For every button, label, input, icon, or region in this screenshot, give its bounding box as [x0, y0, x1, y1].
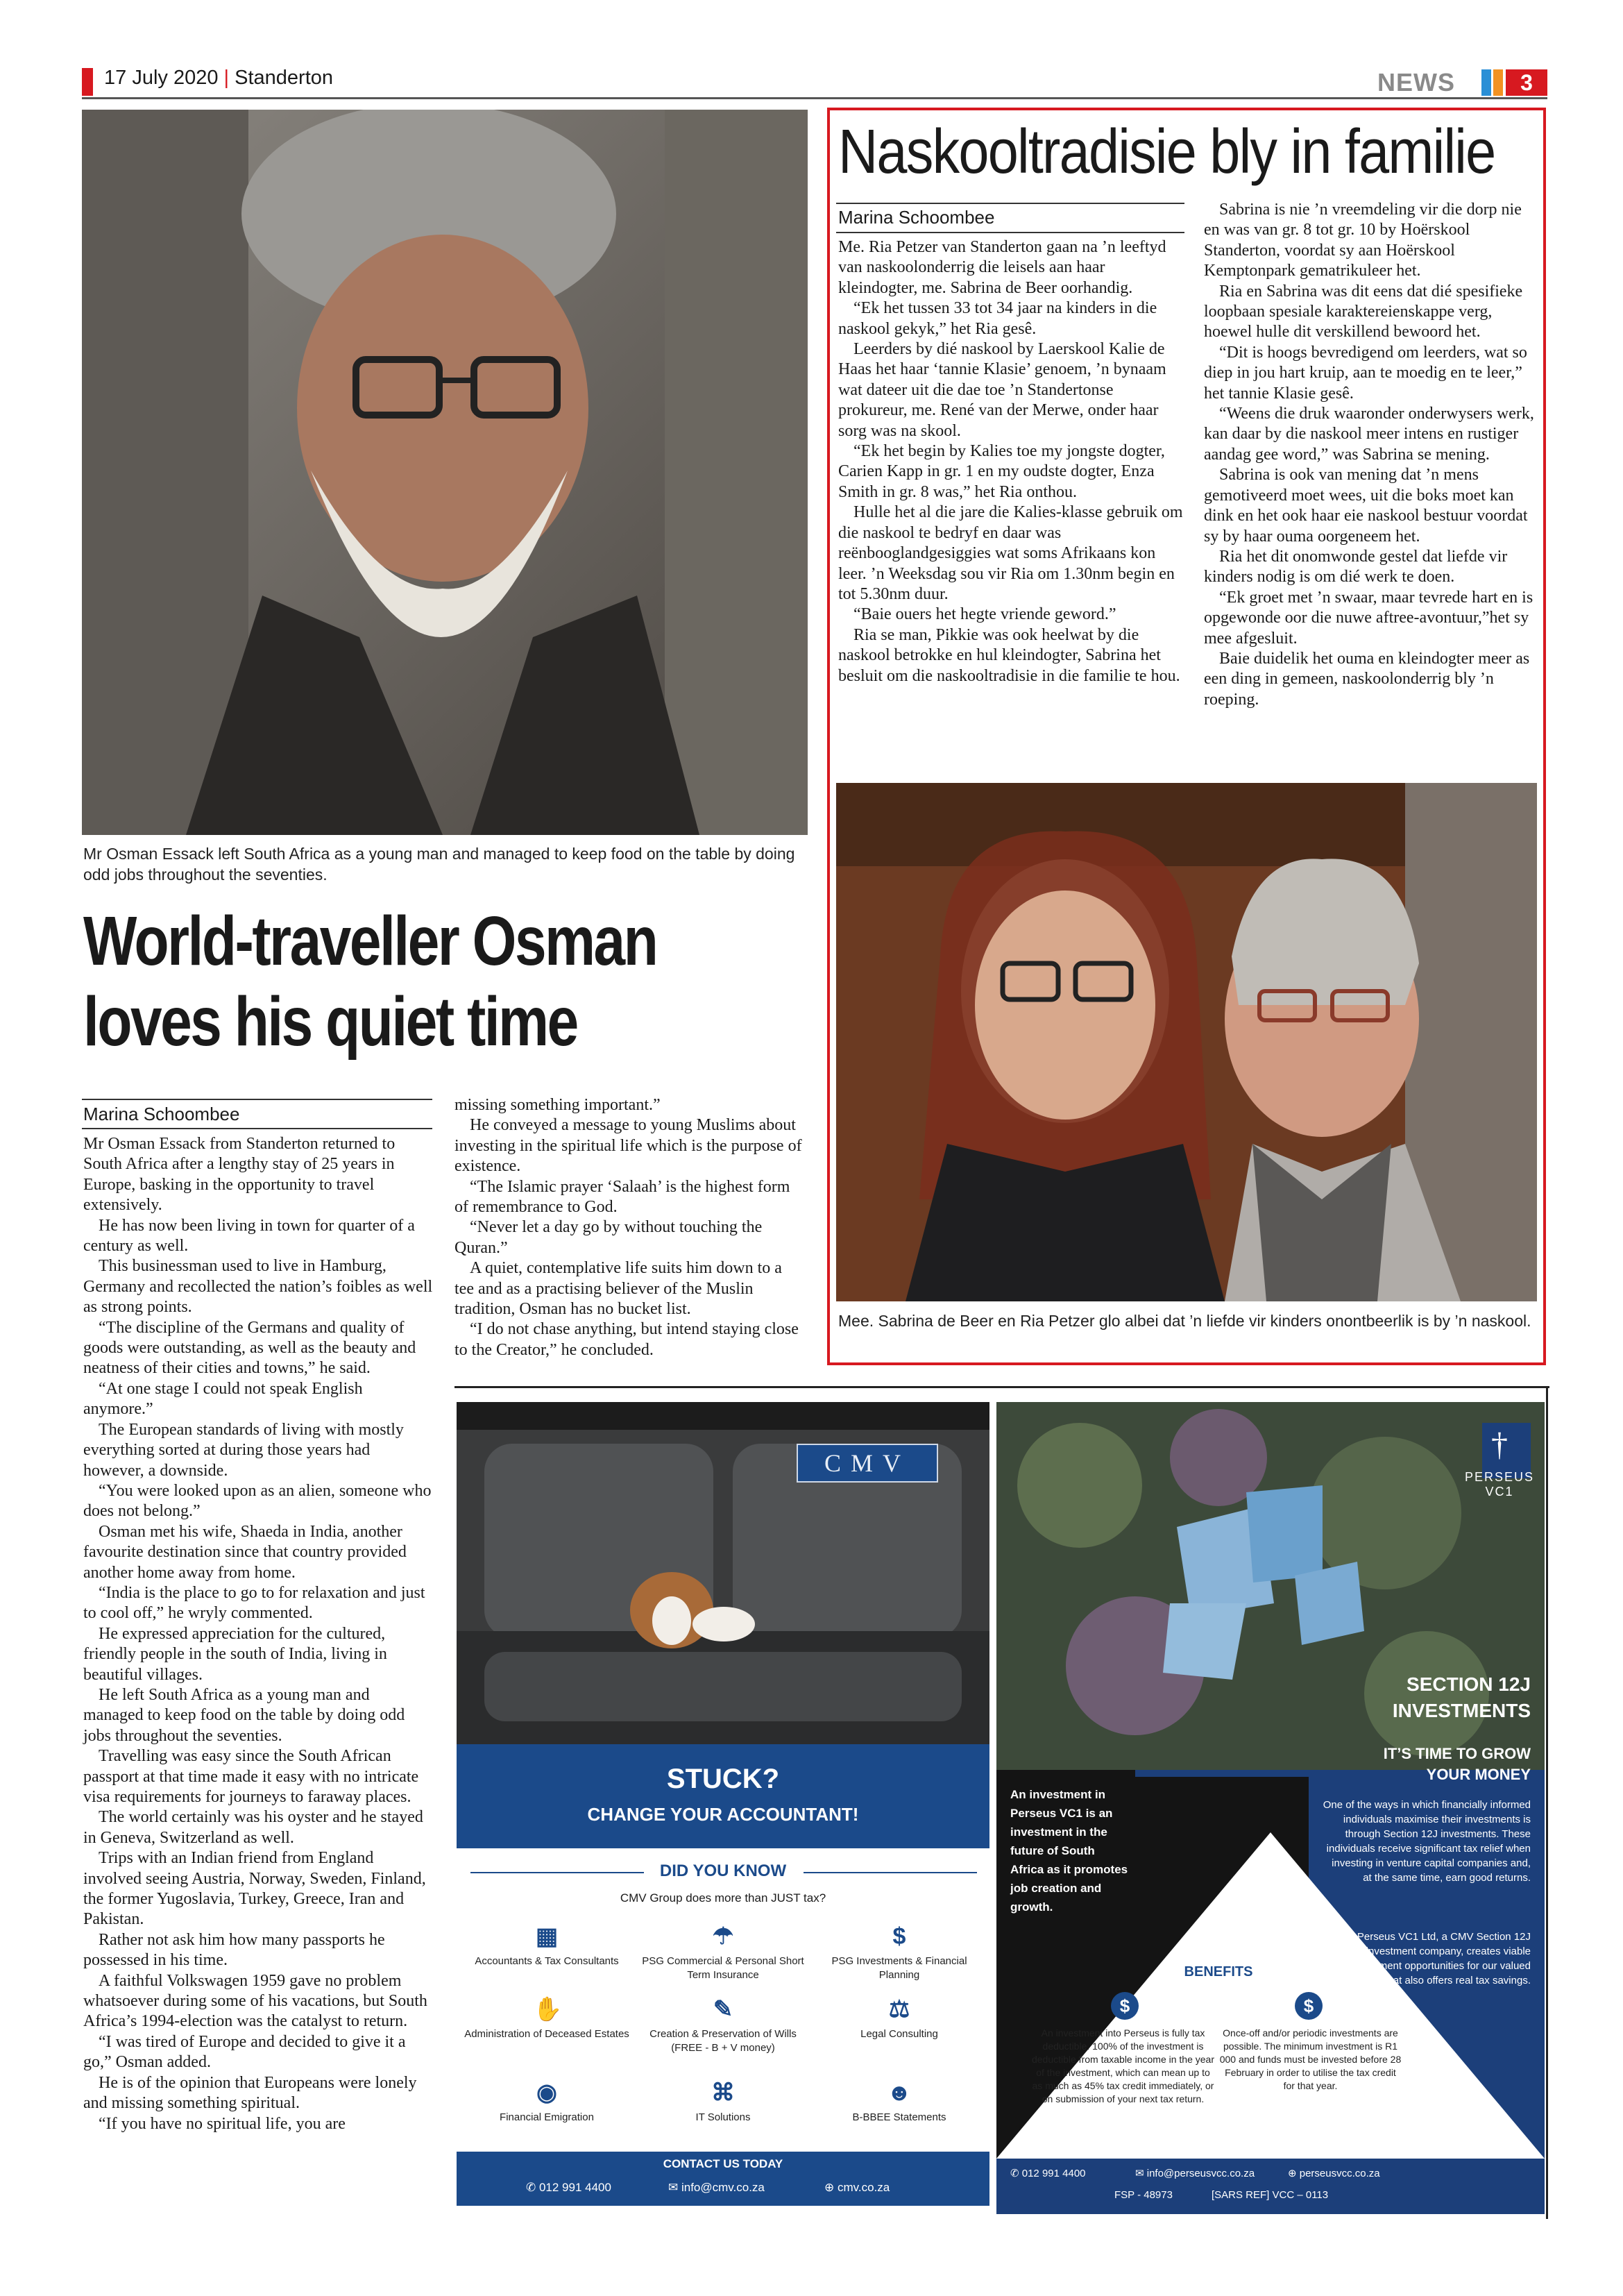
cmv-tagline: CMV Group does more than JUST tax?	[620, 1891, 826, 1905]
osman-headline	[83, 901, 823, 1062]
osman-headline-line2: loves his quiet time	[83, 983, 577, 1061]
service-legal	[813, 1995, 986, 2041]
osman-photo	[82, 110, 808, 835]
header-separator: |	[223, 67, 235, 89]
naskool-byline-rule	[836, 232, 1184, 233]
perseus-advert[interactable]	[996, 1402, 1545, 2214]
perseus-section-line2: INVESTMENTS	[1392, 1700, 1531, 1721]
service-emigration	[460, 2079, 634, 2125]
naskool-photo-caption: Mee. Sabrina de Beer en Ria Petzer glo albei dat ’n liefde vir kinders onontbeerlik is by ’n naskool.	[838, 1312, 1531, 1330]
cmv-web[interactable]	[824, 2181, 890, 2195]
service-label: Financial Emigration	[500, 2111, 594, 2123]
document-icon: ✎	[713, 1996, 733, 2023]
paragraph: “India is the place to go to for relaxation and just to cool off,” he wryly commented.	[83, 1583, 425, 1623]
cmv-contact-bar	[457, 2152, 989, 2206]
perseus-grow-line1: IT’S TIME TO GROW	[1383, 1745, 1531, 1762]
umbrella-icon: ☂	[712, 1923, 734, 1950]
phone-icon: ✆	[526, 2181, 539, 2194]
perseus-logo-line2: VC1	[1485, 1485, 1514, 1499]
naskool-byline-rule	[836, 203, 1184, 204]
header-location: Standerton	[235, 67, 334, 89]
benefit1-dollar-icon: $	[1111, 1992, 1139, 2020]
perseus-phone-text: 012 991 4400	[1021, 2168, 1086, 2179]
page-number: 3	[1506, 69, 1547, 96]
cmv-advert[interactable]	[457, 1402, 989, 2214]
paragraph: “I was tired of Europe and decided to give it a go,” Osman added.	[83, 2032, 406, 2072]
cmv-ad-photo	[457, 1402, 989, 1744]
header-orange-marker	[1493, 69, 1503, 96]
paragraph: “If you have no spiritual life, you are	[99, 2114, 346, 2133]
paragraph: He left South Africa as a young man and managed to keep food on the table by doing odd jobs throughout the seventies.	[83, 1685, 405, 1745]
naskool-body-column-1	[838, 237, 1185, 686]
osman-body-column-2	[454, 1095, 805, 1360]
cmv-did-you-know: DID YOU KNOW	[659, 1862, 787, 1880]
paragraph: Sabrina is ook van mening dat ’n mens gemotiveerd moet wees, uit die boks moet kan dink en het ook haar eie naskool bestuur voordat sy by haar ouma oorgeneem het.	[1204, 466, 1528, 546]
paragraph: A faithful Volkswagen 1959 gave no problem whatsoever during some of his vacations, but South Africa’s 1994-election was the catalyst to return.	[83, 1971, 427, 2031]
cmv-subhead: CHANGE YOUR ACCOUNTANT!	[587, 1804, 859, 1825]
network-icon: ⌘	[711, 2079, 735, 2106]
service-label: Administration of Deceased Estates	[464, 2028, 629, 2040]
osman-photo-caption: Mr Osman Essack left South Africa as a young man and managed to keep food on the table by doing odd jobs throughout the seventies.	[83, 845, 795, 884]
divider	[804, 1872, 977, 1873]
paragraph: Rather not ask him how many passports he possessed in his time.	[83, 1930, 385, 1970]
paragraph: The European standards of living with mostly everything sorted at during those years had however, a downside.	[83, 1420, 404, 1480]
osman-byline: Marina Schoombee	[83, 1104, 240, 1124]
paragraph: “You were looked upon as an alien, someone who does not belong.”	[83, 1481, 432, 1521]
cmv-email[interactable]	[668, 2181, 765, 2195]
perseus-grow-heading	[1329, 1744, 1531, 1785]
perseus-web-text: perseusvcc.co.za	[1299, 2168, 1380, 2179]
service-investments	[813, 1923, 986, 1982]
cmv-logo	[797, 1444, 938, 1483]
ads-right-rule	[1546, 1386, 1548, 2219]
handshake-icon: ✋	[533, 1996, 563, 2023]
service-label: PSG Commercial & Personal Short Term Insurance	[642, 1955, 804, 1981]
cmv-email-text: info@cmv.co.za	[681, 2181, 765, 2194]
paragraph: Osman met his wife, Shaeda in India, another favourite destination since that country provided another home away from home.	[83, 1522, 407, 1582]
paragraph: “I do not chase anything, but intend staying close to the Creator,” he concluded.	[454, 1320, 799, 1359]
perseus-fsp: FSP - 48973	[1114, 2189, 1173, 2201]
service-it	[636, 2079, 810, 2125]
calculator-icon: ▦	[535, 1923, 559, 1950]
globe-icon: ⊕	[824, 2181, 838, 2194]
service-bbbee	[813, 2079, 986, 2125]
paragraph: Ria se man, Pikkie was ook heelwat by die naskool betrokke en hul kleindogter, Sabrina het besluit om die naskooltradisie in die familie te hou.	[838, 625, 1180, 685]
paragraph: Mr Osman Essack from Standerton returned to South Africa after a lengthy stay of 25 years in Europe, basking in the opportunity to travel extensively.	[83, 1135, 396, 1215]
email-icon: ✉	[1135, 2168, 1147, 2179]
perseus-email-text: info@perseusvcc.co.za	[1146, 2168, 1255, 2179]
service-label: PSG Investments & Financial Planning	[831, 1955, 967, 1981]
header-dateline	[104, 67, 333, 90]
header-rule	[82, 97, 1547, 99]
osman-body-column-1	[83, 1134, 434, 2134]
service-wills	[636, 1995, 810, 2055]
paragraph: “Never let a day go by without touching the Quran.”	[454, 1218, 763, 1257]
paragraph: He expressed appreciation for the cultured, friendly people in the south of India, living in beautiful villages.	[83, 1624, 387, 1684]
service-insurance	[636, 1923, 810, 1982]
paragraph: “Ek het begin by Kalies toe my jongste dogter, Carien Kapp in gr. 1 en my oudste dogter, Enza Smith in gr. 8 was,” het Ria onthou.	[838, 442, 1165, 501]
cmv-banner	[457, 1744, 989, 1848]
dollar-icon: $	[892, 1923, 906, 1950]
paragraph: “Ek het tussen 33 tot 34 jaar na kinders in die naskool gekyk,” het Ria gesê.	[838, 299, 1157, 338]
header-blue-marker	[1481, 69, 1491, 96]
perseus-logo-line1: PERSEUS	[1464, 1470, 1535, 1484]
naskool-headline: Naskooltradisie bly in familie	[838, 117, 1495, 187]
perseus-email[interactable]	[1135, 2167, 1255, 2179]
paragraph: Baie duidelik het ouma en kleindogter meer as een ding in gemeen, naskoolonderrig bly ’n roeping.	[1204, 649, 1530, 709]
cmv-phone-text: 012 991 4400	[538, 2181, 611, 2194]
paragraph: He is of the opinion that Europeans were lonely and missing something spiritual.	[83, 2073, 417, 2113]
service-label: IT Solutions	[695, 2111, 751, 2123]
cmv-contact-title: CONTACT US TODAY	[663, 2157, 783, 2170]
scales-icon: ⚖	[888, 1996, 910, 2023]
perseus-sars-ref: [SARS REF] VCC – 0113	[1212, 2189, 1329, 2201]
ads-top-rule	[454, 1386, 1549, 1388]
phone-icon: ✆	[1010, 2168, 1022, 2179]
paragraph: Leerders by dié naskool by Laerskool Kalie de Haas het haar ‘tannie Klasie’ genoem, ’n bynaam wat dateer uit die dae toe ’n Standertonse prokureur, me. René van der Merwe, onder haar sorg was na skool.	[838, 340, 1166, 440]
paragraph: Sabrina is nie ’n vreemdeling vir die dorp nie en was van gr. 8 tot gr. 10 by Hoërskool Standerton, voordat sy aan Hoërskool Kemptonpark gematrikuleer het.	[1204, 201, 1522, 280]
cmv-phone[interactable]	[526, 2181, 611, 2195]
paragraph: “Dit is hoogs bevredigend om leerders, wat so diep in jou hart kruip, aan te moedig en te leer,” het tannie Klasie gesê.	[1204, 343, 1527, 403]
coins-icon: ◉	[536, 2079, 557, 2106]
perseus-benefit-2: Once-off and/or periodic investments are possible. The minimum investment is R1 000 and funds must be invested before 28 February in order to utilise the tax credit for that year.	[1219, 2027, 1402, 2091]
perseus-logo	[1461, 1470, 1538, 1499]
people-icon: ☻	[887, 2079, 912, 2106]
service-label: B-BBEE Statements	[852, 2111, 946, 2123]
paragraph: “At one stage I could not speak English anymore.”	[83, 1379, 363, 1419]
header-red-marker	[82, 68, 93, 96]
paragraph: “Weens die druk waaronder onderwysers werk, kan daar by die naskool meer intens en rustiger aandag gee word,” was Sabrina se mening.	[1204, 405, 1534, 464]
service-label: Legal Consulting	[860, 2028, 938, 2040]
benefit2-moneybag-icon: $	[1295, 1992, 1323, 2020]
service-estates	[460, 1995, 634, 2041]
paragraph: “Baie ouers het hegte vriende geword.”	[853, 605, 1116, 624]
paragraph: Ria en Sabrina was dit eens dat dié spesifieke loopbaan spesiale karaktereienskappe verg, hoewel hulle dit verskillend bewoord het.	[1204, 282, 1523, 341]
perseus-benefit-1: An investment into Perseus is fully tax deductible. 100% of the investment is deductible from taxable income in the year of the investment, which can mean up to as much as 45% tax credit immediately, or on submission of your next tax return.	[1031, 2027, 1215, 2104]
service-label: Accountants & Tax Consultants	[475, 1955, 619, 1967]
paragraph: The world certainly was his oyster and he stayed in Geneva, Switzerland as well.	[83, 1808, 423, 1847]
osman-byline-rule	[82, 1099, 432, 1100]
perseus-phone[interactable]	[1010, 2167, 1086, 2179]
globe-icon: ⊕	[1288, 2168, 1300, 2179]
perseus-section-title	[1329, 1671, 1531, 1724]
osman-byline-rule	[82, 1128, 432, 1129]
perseus-sword-icon: †	[1491, 1426, 1508, 1463]
perseus-body-2: Perseus VC1 Ltd, a CMV Section 12J investment company, creates viable investment opportunities for our valued clients, that also offers real tax savings.	[1349, 1931, 1531, 1986]
paragraph: Travelling was easy since the South African passport at that time made it easy with no intricate visa requirements for journeys to faraway places.	[83, 1747, 419, 1806]
paragraph: “The Islamic prayer ‘Salaah’ is the highest form of remembrance to God.	[454, 1177, 790, 1217]
paragraph: Ria het dit onomwonde gestel dat liefde vir kinders nodig is om dié werk te doen.	[1204, 547, 1508, 586]
perseus-grow-line2: YOUR MONEY	[1426, 1766, 1531, 1783]
paragraph: He has now been living in town for quarter of a century as well.	[83, 1216, 415, 1256]
email-icon: ✉	[668, 2181, 681, 2194]
section-label: NEWS	[1377, 68, 1455, 96]
perseus-benefits-title: BENEFITS	[1184, 1964, 1253, 1980]
naskool-photo	[836, 783, 1537, 1301]
paragraph: He conveyed a message to young Muslims about investing in the spiritual life which is the purpose of existence.	[454, 1116, 802, 1176]
cmv-web-text: cmv.co.za	[837, 2181, 890, 2194]
header-date: 17 July 2020	[104, 67, 219, 89]
paragraph: Trips with an Indian friend from England involved seeing Austria, Norway, Sweden, Finland, the former Yugoslavia, Turkey, Greece, Iran and Pakistan.	[83, 1849, 426, 1929]
naskool-body-column-2	[1204, 200, 1537, 710]
service-accountants	[460, 1923, 634, 1968]
paragraph: This businessman used to live in Hamburg, Germany and recollected the nation’s foibles as well as strong points.	[83, 1257, 433, 1317]
service-label: Creation & Preservation of Wills (FREE - B + V money)	[649, 2028, 797, 2054]
paragraph: missing something important.”	[454, 1096, 661, 1114]
osman-headline-line1: World-traveller Osman	[83, 902, 657, 980]
perseus-body-1: One of the ways in which financially informed individuals maximise their investments is through Section 12J investments. These individuals receive significant tax relief when investing in venture capital companies and, at the same time, earn good returns.	[1323, 1799, 1531, 1884]
perseus-left-text: An investment in Perseus VC1 is an investment in the future of South Africa as it promotes job creation and growth.	[1010, 1788, 1128, 1914]
cmv-headline: STUCK?	[666, 1764, 780, 1794]
cmv-logo-text: CMV	[824, 1449, 911, 1477]
paragraph: “Ek groet met ’n swaar, maar tevrede hart en is opgewonde oor die nuwe aftree-avontuur,”het sy mee afgesluit.	[1204, 588, 1533, 648]
naskool-byline: Marina Schoombee	[838, 207, 995, 228]
paragraph: Me. Ria Petzer van Standerton gaan na ’n leeftyd van naskoolonderrig die leisels aan haar kleindogter, me. Sabrina de Beer oorhandig.	[838, 238, 1166, 297]
perseus-web[interactable]	[1288, 2167, 1380, 2179]
perseus-section-line1: SECTION 12J	[1407, 1673, 1531, 1695]
paragraph: Hulle het al die jare die Kalies-klasse gebruik om die naskool te bedryf en daar was reënbooglandgesiggies wat soms Afrikaans kon leer. ’n Weeksdag sou vir Ria om 1.30nm begin en tot 5.30nm duur.	[838, 503, 1183, 603]
perseus-contact-bar	[996, 2159, 1545, 2213]
paragraph: “The discipline of the Germans and quality of goods were outstanding, as well as the beauty and neatness of their cities and towns,” he said.	[83, 1318, 416, 1378]
paragraph: A quiet, contemplative life suits him down to a tee and as a practising believer of the Muslin tradition, Osman has no bucket list.	[454, 1259, 782, 1319]
